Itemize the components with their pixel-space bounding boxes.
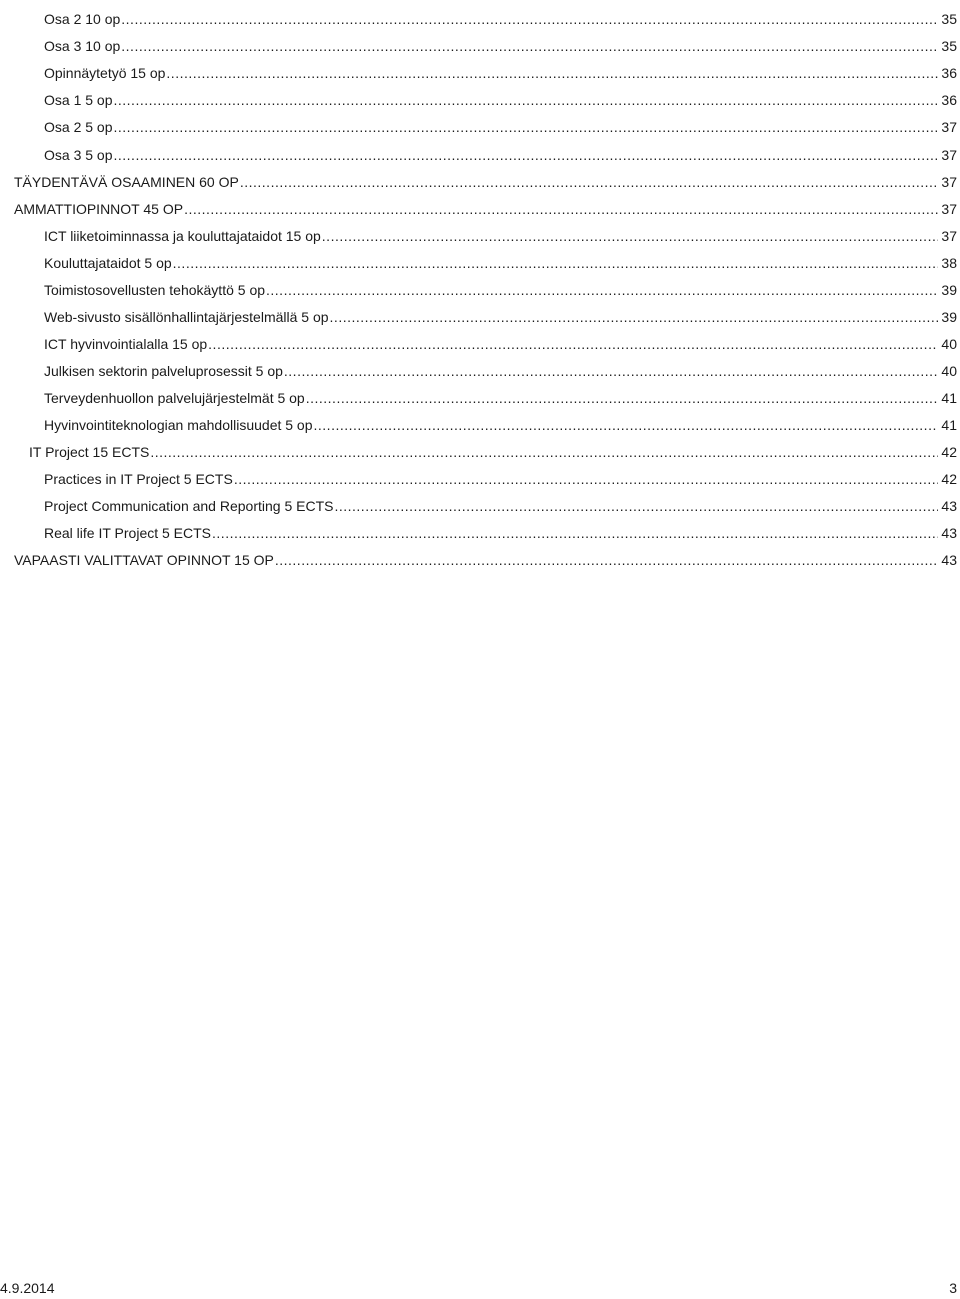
- toc-entry-page: 40: [941, 336, 957, 352]
- toc-entry-title: Julkisen sektorin palveluprosessit 5 op: [44, 363, 283, 379]
- toc-dot-leader: [184, 201, 938, 217]
- toc-entry-page: 43: [941, 498, 957, 514]
- toc-dot-leader: [212, 525, 938, 541]
- toc-entry[interactable]: [0, 81, 960, 108]
- toc-dot-leader: [208, 336, 938, 352]
- toc-entry[interactable]: [0, 514, 960, 541]
- toc-entry-title: Osa 3 5 op: [44, 147, 113, 163]
- toc-entry-page: 37: [941, 228, 957, 244]
- footer-date: 4.9.2014: [0, 1280, 55, 1296]
- toc-dot-leader: [114, 119, 939, 135]
- toc-entry-title: Web-sivusto sisällönhallintajärjestelmällä 5 op: [44, 309, 329, 325]
- toc-entry-title: AMMATTIOPINNOT 45 OP: [14, 201, 184, 217]
- toc-entry-page: 39: [941, 282, 957, 298]
- toc-dot-leader: [314, 417, 939, 433]
- toc-entry-title: Practices in IT Project 5 ECTS: [44, 471, 233, 487]
- toc-entry-page: 38: [941, 255, 957, 271]
- toc-entry[interactable]: [0, 352, 960, 379]
- toc-entry[interactable]: [0, 379, 960, 406]
- toc-entry-title: Toimistosovellusten tehokäyttö 5 op: [44, 282, 266, 298]
- toc-entry-title: Terveydenhuollon palvelujärjestelmät 5 op: [44, 390, 305, 406]
- toc-dot-leader: [284, 363, 939, 379]
- toc-dot-leader: [150, 444, 938, 460]
- toc-entry[interactable]: [0, 217, 960, 244]
- toc-entry-page: 37: [941, 147, 957, 163]
- toc-entry-page: 37: [941, 174, 957, 190]
- toc-entry-title: Hyvinvointiteknologian mahdollisuudet 5 op: [44, 417, 313, 433]
- toc-entry-page: 37: [941, 201, 957, 217]
- toc-entry-title: Project Communication and Reporting 5 ECTS: [44, 498, 334, 514]
- page-footer: [0, 1280, 960, 1296]
- toc-dot-leader: [173, 255, 939, 271]
- toc-entry[interactable]: [0, 108, 960, 135]
- toc-entry[interactable]: [0, 163, 960, 190]
- toc-dot-leader: [266, 282, 938, 298]
- toc-entry-title: Real life IT Project 5 ECTS: [44, 525, 212, 541]
- toc-entry-title: Osa 3 10 op: [44, 38, 121, 54]
- toc-entry-page: 36: [941, 92, 957, 108]
- toc-dot-leader: [322, 228, 939, 244]
- toc-dot-leader: [121, 11, 938, 27]
- toc-entry-page: 35: [941, 38, 957, 54]
- toc-entry-title: Osa 2 5 op: [44, 119, 113, 135]
- footer-page-number: 3: [949, 1280, 957, 1296]
- toc-entry-title: ICT liiketoiminnassa ja kouluttajataidot 15 op: [44, 228, 321, 244]
- toc-entry[interactable]: [0, 541, 960, 568]
- toc-dot-leader: [121, 38, 938, 54]
- toc-entry[interactable]: [0, 325, 960, 352]
- toc-entry-page: 39: [941, 309, 957, 325]
- toc-dot-leader: [114, 147, 939, 163]
- toc-entry-title: IT Project 15 ECTS: [29, 444, 150, 460]
- toc-dot-leader: [334, 498, 938, 514]
- toc-entry-page: 36: [941, 65, 957, 81]
- toc-entry-title: ICT hyvinvointialalla 15 op: [44, 336, 208, 352]
- toc-entry-page: 42: [941, 444, 957, 460]
- toc-entry-page: 41: [941, 417, 957, 433]
- toc-entry[interactable]: [0, 298, 960, 325]
- toc-entry-title: VAPAASTI VALITTAVAT OPINNOT 15 OP: [14, 552, 274, 568]
- toc-entry-page: 43: [941, 525, 957, 541]
- toc-entry[interactable]: [0, 487, 960, 514]
- toc-entry[interactable]: [0, 136, 960, 163]
- toc-entry-title: Osa 2 10 op: [44, 11, 121, 27]
- toc-entry-title: Kouluttajataidot 5 op: [44, 255, 172, 271]
- toc-entry-page: 40: [941, 363, 957, 379]
- toc-entry-page: 37: [941, 119, 957, 135]
- toc-entry[interactable]: [0, 271, 960, 298]
- toc-entry-page: 41: [941, 390, 957, 406]
- toc-dot-leader: [330, 309, 939, 325]
- toc-dot-leader: [306, 390, 939, 406]
- toc-entry[interactable]: [0, 460, 960, 487]
- toc-entry[interactable]: [0, 190, 960, 217]
- toc-entry-page: 35: [941, 11, 957, 27]
- toc-entry-page: 43: [941, 552, 957, 568]
- toc-entry[interactable]: [0, 27, 960, 54]
- toc-entry[interactable]: [0, 0, 960, 27]
- toc-dot-leader: [240, 174, 939, 190]
- toc-dot-leader: [166, 65, 938, 81]
- toc-entry-page: 42: [941, 471, 957, 487]
- toc-entry[interactable]: [0, 406, 960, 433]
- toc-entry-title: Opinnäytetyö 15 op: [44, 65, 166, 81]
- toc-dot-leader: [275, 552, 939, 568]
- toc-dot-leader: [114, 92, 939, 108]
- toc-entry-title: Osa 1 5 op: [44, 92, 113, 108]
- toc-entry[interactable]: [0, 433, 960, 460]
- toc-entry[interactable]: [0, 54, 960, 81]
- toc-entry-title: TÄYDENTÄVÄ OSAAMINEN 60 OP: [14, 174, 239, 190]
- toc-entry[interactable]: [0, 244, 960, 271]
- toc-dot-leader: [234, 471, 939, 487]
